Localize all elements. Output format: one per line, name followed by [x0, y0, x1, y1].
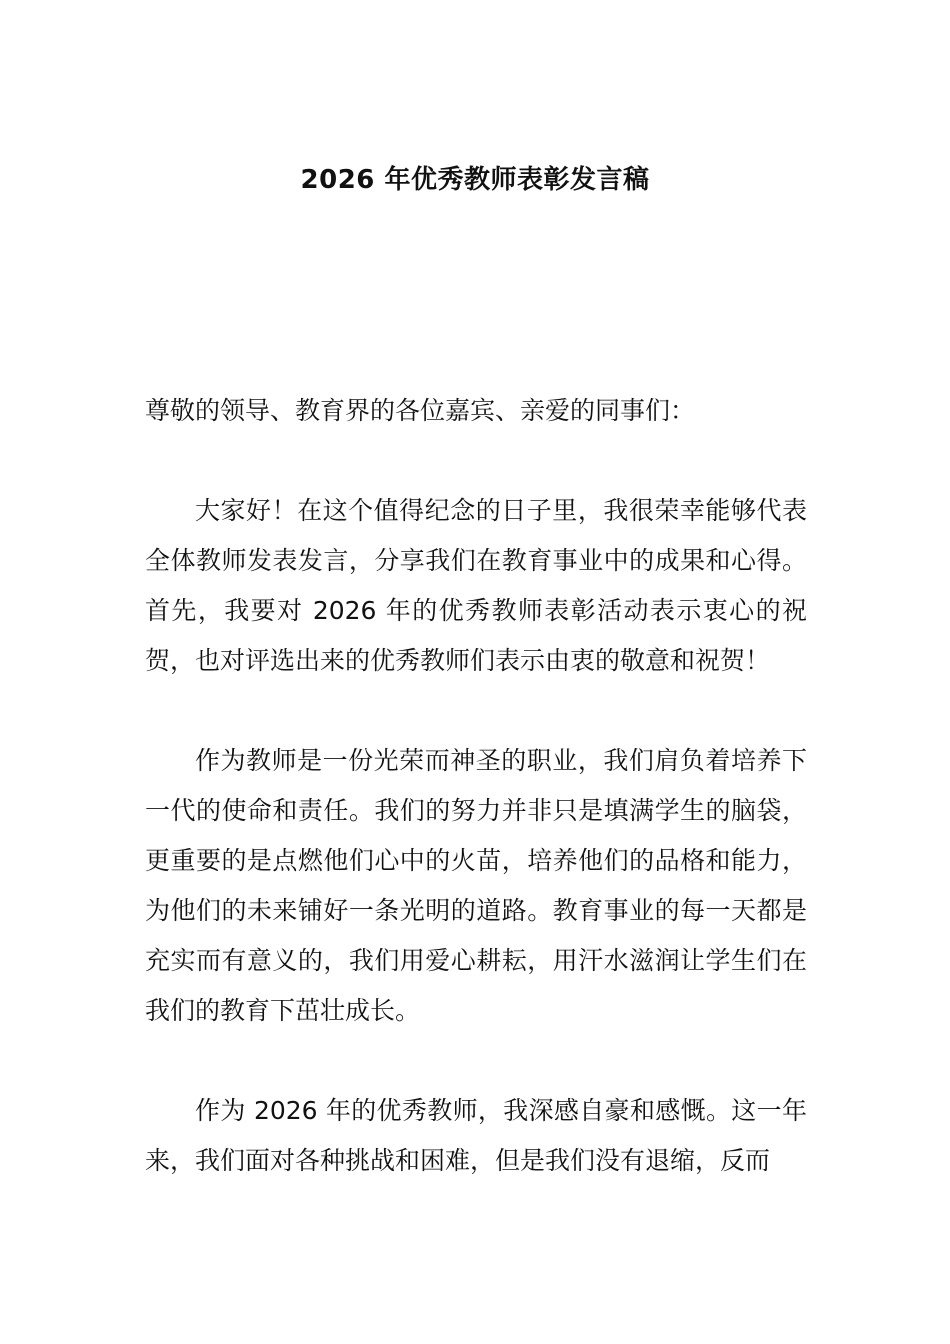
paragraph-2: 作为教师是一份光荣而神圣的职业，我们肩负着培养下一代的使命和责任。我们的努力并非只是填满学生的脑袋，更重要的是点燃他们心中的火苗，培养他们的品格和能力，为他们的未来铺好一条光明的道路。教育事业的每一天都是充实而有意义的，我们用爱心耕耘，用汗水滋润让学生们在我们的教育下茁壮成长。	[145, 746, 807, 1025]
document-body	[145, 386, 807, 1236]
paragraph-3: 作为 2026 年的优秀教师，我深感自豪和感慨。这一年来，我们面对各种挑战和困难，但是我们没有退缩，反而	[145, 1096, 807, 1175]
salutation: 尊敬的领导、教育界的各位嘉宾、亲爱的同事们：	[145, 396, 696, 425]
paragraph-1: 大家好！在这个值得纪念的日子里，我很荣幸能够代表全体教师发表发言，分享我们在教育事业中的成果和心得。首先，我要对 2026 年的优秀教师表彰活动表示衷心的祝贺，也对评选出来的优秀教师们表示由衷的敬意和祝贺！	[145, 496, 807, 675]
document-title: 2026 年优秀教师表彰发言稿	[300, 165, 650, 195]
